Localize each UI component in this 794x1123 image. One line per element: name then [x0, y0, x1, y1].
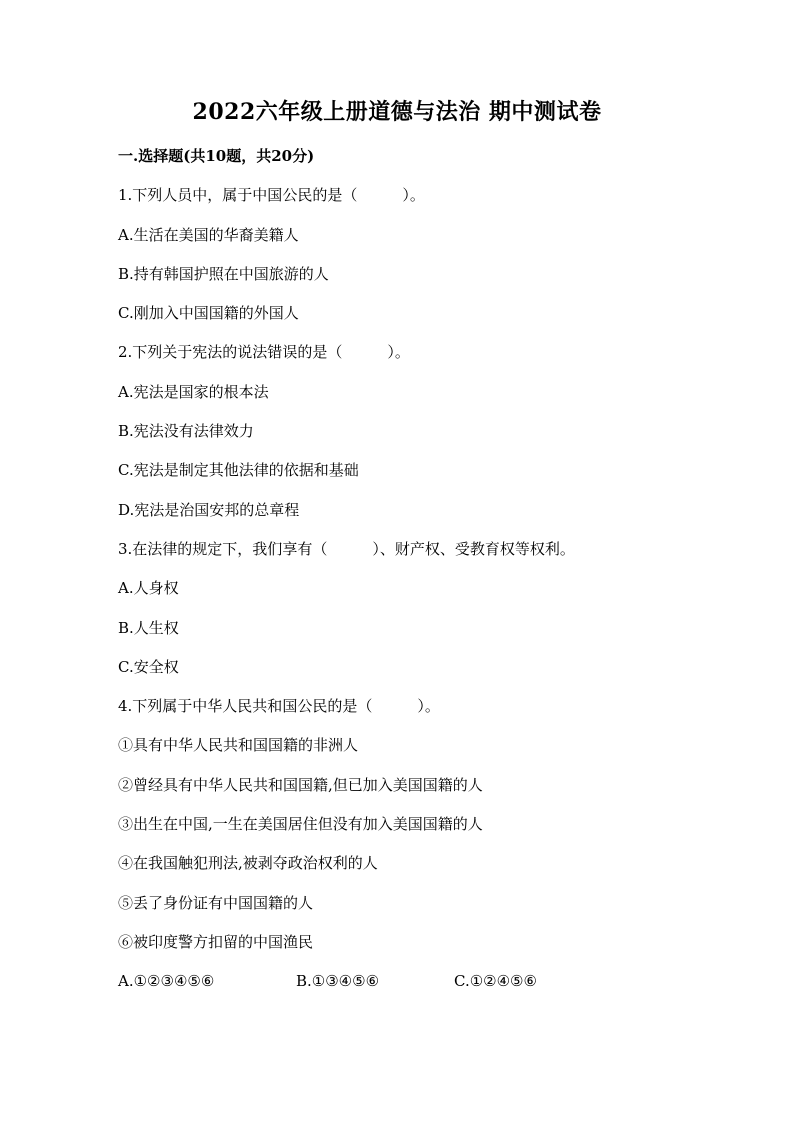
question-4-statement-5: ⑤丢了身份证有中国国籍的人	[118, 893, 314, 912]
question-4-option-a: A.①②③④⑤⑥	[118, 972, 215, 991]
question-4-option-c: C.①②④⑤⑥	[454, 972, 537, 991]
question-4-stem: 4.下列属于中华人民共和国公民的是（ ）。	[118, 697, 440, 716]
question-4-statement-1: ①具有中华人民共和国国籍的非洲人	[118, 736, 359, 755]
question-2-option-d: D.宪法是治国安邦的总章程	[118, 500, 300, 519]
question-4-statement-2: ②曾经具有中华人民共和国国籍,但已加入美国国籍的人	[118, 775, 483, 794]
question-4-statement-4: ④在我国触犯刑法,被剥夺政治权利的人	[118, 854, 378, 873]
question-1-option-a: A.生活在美国的华裔美籍人	[118, 225, 299, 244]
question-2-option-c: C.宪法是制定其他法律的依据和基础	[118, 461, 359, 480]
question-4-option-b: B.①③④⑤⑥	[296, 972, 380, 991]
section-heading: 一.选择题(共10题，共20分)	[118, 147, 315, 165]
question-2-option-a: A.宪法是国家的根本法	[118, 382, 269, 401]
question-4-choices	[118, 971, 738, 995]
question-3-option-b: B.人生权	[118, 618, 179, 637]
exam-content	[118, 146, 738, 995]
question-3-option-a: A.人身权	[118, 579, 179, 598]
question-4-statement-6: ⑥被印度警方扣留的中国渔民	[118, 932, 314, 951]
document-title: 2022六年级上册道德与法治 期中测试卷	[192, 99, 602, 125]
question-1-option-b: B.持有韩国护照在中国旅游的人	[118, 264, 329, 283]
question-2-option-b: B.宪法没有法律效力	[118, 422, 254, 441]
question-2-stem: 2.下列关于宪法的说法错误的是（ ）。	[118, 343, 410, 362]
question-4-statement-3: ③出生在中国,一生在美国居住但没有加入美国国籍的人	[118, 815, 483, 834]
question-3-option-c: C.安全权	[118, 657, 179, 676]
question-3-stem: 3.在法律的规定下，我们享有（ ）、财产权、受教育权等权利。	[118, 539, 575, 558]
question-1-option-c: C.刚加入中国国籍的外国人	[118, 304, 299, 323]
question-1-stem: 1.下列人员中，属于中国公民的是（ ）。	[118, 186, 425, 205]
